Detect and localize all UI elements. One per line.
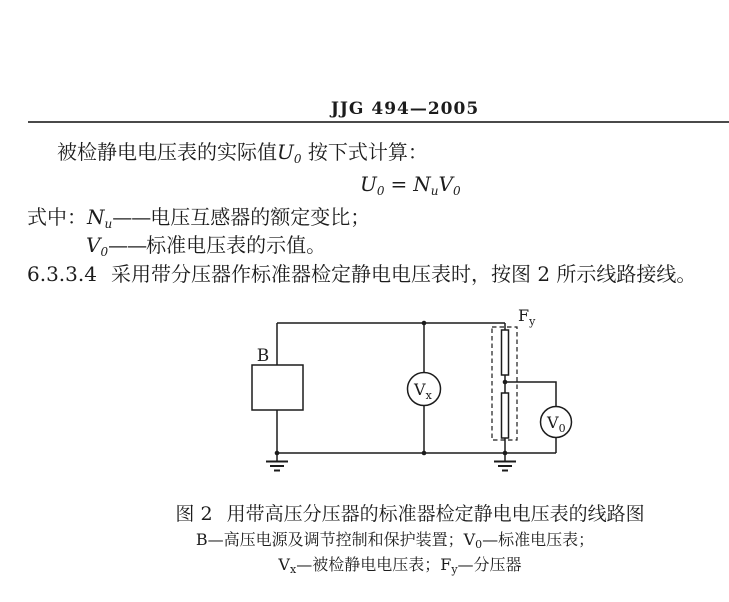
legend-b: B—高压电源及调节控制和保护装置； (195, 530, 464, 549)
where-line-v0 (86, 233, 326, 264)
figure-caption-legend-2 (278, 552, 521, 576)
section-6334 (27, 262, 696, 286)
def-dash2: —— (108, 233, 147, 257)
formula-lhs: $U_0$ (360, 172, 385, 198)
figure-number: 图 2 (175, 503, 213, 525)
header-rule (28, 121, 729, 123)
ground-icon-left (266, 453, 288, 471)
where-prefix: 式中： (27, 205, 87, 229)
node-dot (503, 380, 508, 385)
figure-caption-title (175, 499, 644, 526)
divider-resistor-top (502, 330, 509, 375)
section-number: 6.3.3.4 (27, 262, 97, 286)
figure-title: 用带高压分压器的标准器检定静电电压表的线路图 (226, 503, 645, 525)
paragraph-intro (57, 140, 428, 171)
formula (360, 172, 461, 203)
var-nu: $N_u$ (87, 205, 113, 231)
legend-v0-desc: —标准电压表； (482, 530, 595, 549)
divider-resistor-bottom (502, 393, 509, 438)
label-source-b: B (256, 346, 270, 366)
where-desc-v0: 标准电压表的示值。 (146, 233, 327, 257)
equals-sign: = (390, 172, 408, 196)
hv-source-box (252, 365, 303, 410)
label-vx: $V_x$ (414, 380, 432, 402)
formula-n: $N_u$ (413, 172, 439, 198)
legend-vx-desc: —被检静电电压表； (296, 555, 441, 574)
node-dot (275, 451, 280, 456)
node-dot (422, 321, 427, 326)
paragraph-intro-text: 被检静电电压表的实际值 (57, 140, 277, 164)
section-text: 采用带分压器作标准器检定静电电压表时，按图 2 所示线路接线。 (110, 262, 697, 286)
node-dot (503, 451, 508, 456)
legend-fy: Fy (440, 555, 458, 576)
var-v0: $V_0$ (86, 233, 109, 259)
def-dash: —— (112, 205, 151, 229)
doc-number: JJG 494—2005 (330, 99, 480, 119)
formula-v: $V_0$ (438, 172, 461, 198)
var-u0: $U_0$ (277, 140, 302, 166)
legend-vx: Vx (278, 555, 297, 576)
where-desc-nu: 电压互感器的额定变比； (150, 205, 371, 229)
where-line-nu (27, 205, 370, 236)
ground-icon-right (494, 453, 516, 471)
label-v0: $V_0$ (547, 413, 566, 435)
circuit-diagram (228, 298, 588, 498)
figure-caption-legend-1 (196, 527, 594, 551)
legend-fy-desc: —分压器 (457, 555, 522, 574)
label-divider-fy: $F_y$ (518, 306, 536, 328)
node-dot (422, 451, 427, 456)
paragraph-intro-tail: 按下式计算： (307, 140, 428, 164)
legend-v0: V0 (463, 530, 483, 551)
tap-wire (505, 382, 556, 407)
